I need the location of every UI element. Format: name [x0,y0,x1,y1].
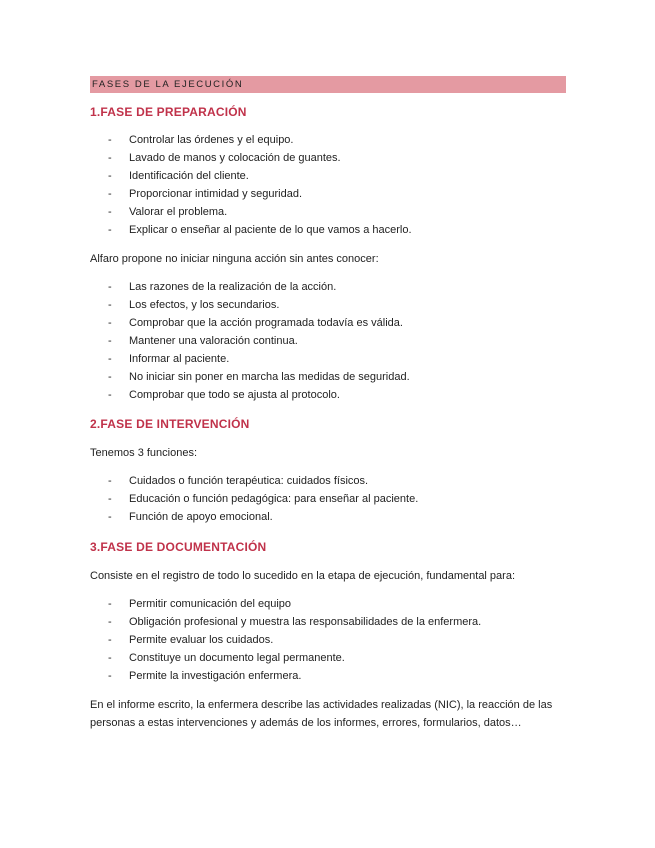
paragraph-alfaro: Alfaro propone no iniciar ninguna acción sin antes conocer: [90,253,379,265]
list-item: - Constituye un documento legal permanente. [108,649,481,667]
list-item: - Permitir comunicación del equipo [108,595,481,613]
list-item: - Cuidados o función terapéutica: cuidados físicos. [108,472,418,490]
section-banner [90,76,566,93]
banner-title: FASES DE LA EJECUCIÓN [92,79,244,90]
list-item: - Obligación profesional y muestra las responsabilidades de la enfermera. [108,613,481,631]
list-alfaro [108,278,410,404]
list-item: - Informar al paciente. [108,350,410,368]
list-item: - Comprobar que todo se ajusta al protocolo. [108,386,410,404]
list-item: - Lavado de manos y colocación de guantes. [108,149,412,167]
list-item: - Identificación del cliente. [108,167,412,185]
heading-documentacion: 3.FASE DE DOCUMENTACIÓN [90,540,267,554]
list-item: - Los efectos, y los secundarios. [108,296,410,314]
paragraph-funciones: Tenemos 3 funciones: [90,447,198,459]
list-item: - Controlar las órdenes y el equipo. [108,131,412,149]
list-item: - Las razones de la realización de la acción. [108,278,410,296]
list-item: - Permite evaluar los cuidados. [108,631,481,649]
list-funciones [108,472,418,526]
list-item: - Explicar o enseñar al paciente de lo que vamos a hacerlo. [108,221,412,239]
list-item: - Educación o función pedagógica: para enseñar al paciente. [108,490,418,508]
paragraph-informe: En el informe escrito, la enfermera describe las actividades realizadas (NIC), la reacción de las personas a estas intervenciones y además de los informes, errores, formularios, datos… [90,699,553,729]
list-documentacion [108,595,481,685]
paragraph-registro: Consiste en el registro de todo lo sucedido en la etapa de ejecución, fundamental para: [90,570,516,582]
list-item: - Mantener una valoración continua. [108,332,410,350]
heading-preparacion: 1.FASE DE PREPARACIÓN [90,105,247,119]
list-item: - Comprobar que la acción programada todavía es válida. [108,314,410,332]
heading-intervencion: 2.FASE DE INTERVENCIÓN [90,417,250,431]
list-item: - Proporcionar intimidad y seguridad. [108,185,412,203]
list-item: - No iniciar sin poner en marcha las medidas de seguridad. [108,368,410,386]
list-item: - Permite la investigación enfermera. [108,667,481,685]
list-preparacion [108,131,412,239]
list-item: - Función de apoyo emocional. [108,508,418,526]
list-item: - Valorar el problema. [108,203,412,221]
